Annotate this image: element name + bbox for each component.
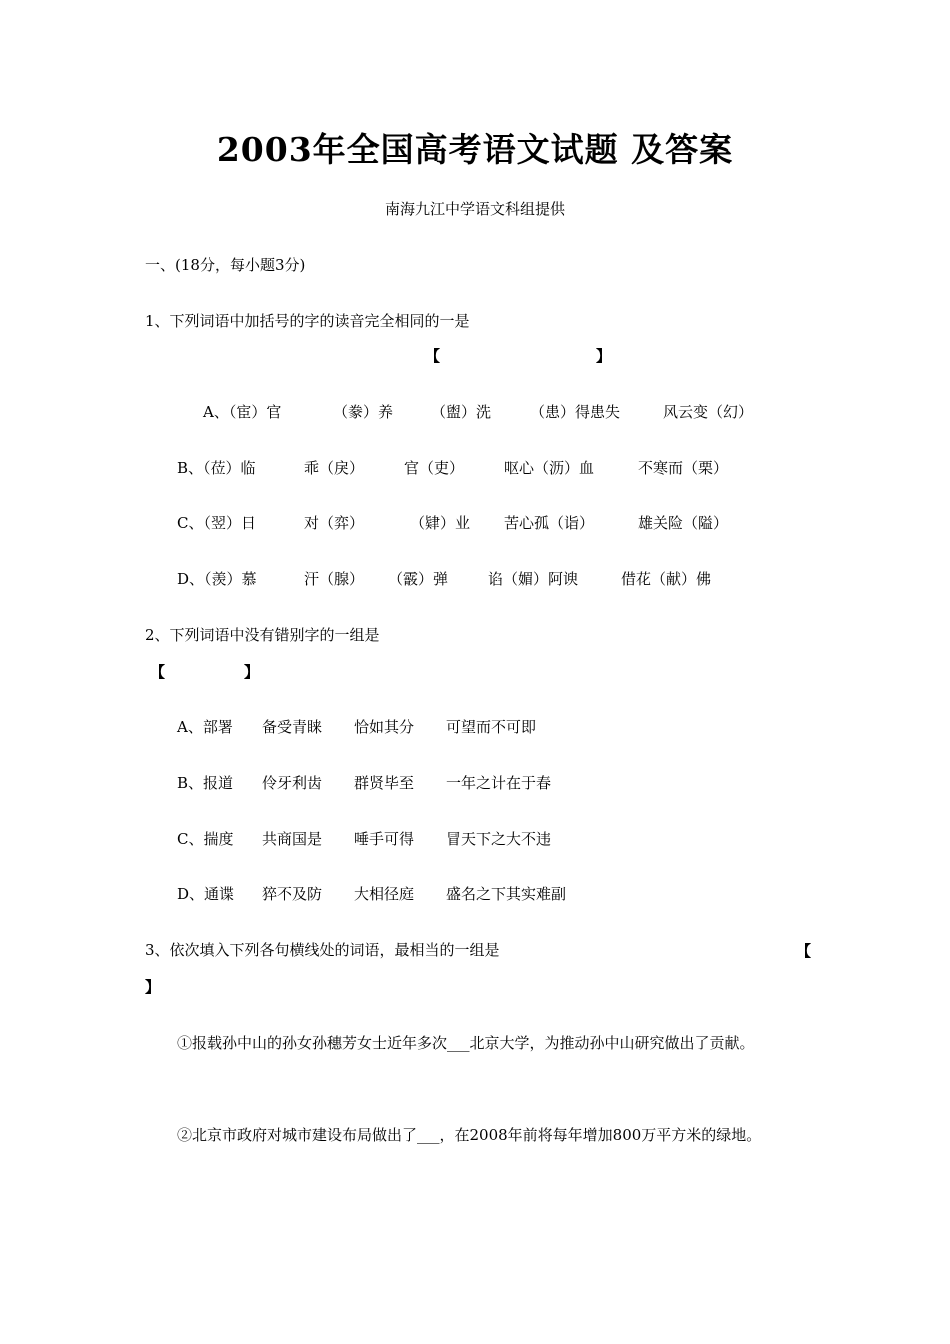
option-term: B、（莅）临 — [177, 459, 256, 477]
question-1-stem: 1、下列词语中加括号的字的读音完全相同的一是 — [145, 312, 470, 330]
question-3-stem: 3、依次填入下列各句横线处的词语，最相当的一组是 — [145, 941, 500, 959]
option-term: 谄（媚）阿谀 — [488, 570, 579, 588]
question-3-sentence-2: ②北京市政府对城市建设布局做出了___，在2008年前将每年增加800万平方米的绿地。 — [177, 1126, 762, 1144]
option-term: 乖（戾） — [304, 459, 365, 477]
question-1-option-a — [0, 405, 950, 425]
option-term: 不寒而（栗） — [638, 459, 729, 477]
option-term: 伶牙利齿 — [262, 774, 323, 792]
question-2-option-b — [0, 776, 950, 796]
question-2-stem: 2、下列词语中没有错别字的一组是 — [145, 626, 380, 644]
option-term: 对（弈） — [304, 514, 365, 532]
option-term: D、通谍 — [177, 885, 235, 903]
option-term: B、报道 — [177, 774, 234, 792]
question-1-option-c — [0, 516, 950, 536]
option-term: 共商国是 — [262, 830, 323, 848]
section-heading: 一、(18分，每小题3分) — [145, 256, 306, 274]
question-2-bracket-open: 【 — [150, 663, 166, 681]
option-term: 雄关险（隘） — [638, 514, 729, 532]
option-term: （霰）弹 — [388, 570, 449, 588]
question-1-option-b — [0, 461, 950, 481]
option-term: C、（翌）日 — [177, 514, 256, 532]
question-3-sentence-1: ①报载孙中山的孙女孙穗芳女士近年多次___北京大学，为推动孙中山研究做出了贡献。 — [177, 1034, 755, 1052]
option-term: 可望而不可即 — [446, 718, 537, 736]
option-term: 冒天下之大不违 — [446, 830, 552, 848]
question-1-bracket-close: 】 — [596, 347, 612, 365]
option-term: 借花（献）佛 — [621, 570, 712, 588]
question-1-option-d — [0, 572, 950, 592]
option-term: C、揣度 — [177, 830, 234, 848]
question-2-option-c — [0, 832, 950, 852]
option-term: 备受青睐 — [262, 718, 323, 736]
option-term: 官（吏） — [404, 459, 465, 477]
option-term: 恰如其分 — [354, 718, 415, 736]
option-term: （患）得患失 — [530, 403, 621, 421]
option-term: 一年之计在于春 — [446, 774, 552, 792]
question-2-option-d — [0, 887, 950, 907]
option-term: 汗（腺） — [304, 570, 365, 588]
option-term: 群贤毕至 — [354, 774, 415, 792]
option-term: 唾手可得 — [354, 830, 415, 848]
page-subtitle: 南海九江中学语文科组提供 — [384, 200, 565, 218]
option-term: （豢）养 — [333, 403, 394, 421]
option-term: 大相径庭 — [354, 885, 415, 903]
option-term: 苦心孤（诣） — [504, 514, 595, 532]
page-title: 2003年全国高考语文试题 及答案 — [216, 130, 734, 169]
option-term: 呕心（沥）血 — [504, 459, 595, 477]
option-term: 猝不及防 — [262, 885, 323, 903]
option-term: A、（宦）官 — [203, 403, 282, 421]
option-term: （肄）业 — [410, 514, 471, 532]
option-term: （盥）洗 — [431, 403, 492, 421]
question-2-option-a — [0, 720, 950, 740]
option-term: D、（羡）慕 — [177, 570, 257, 588]
option-term: A、部署 — [177, 718, 233, 736]
question-1-bracket-open: 【 — [425, 347, 441, 365]
option-term: 盛名之下其实难副 — [446, 885, 567, 903]
question-2-bracket-close: 】 — [244, 663, 260, 681]
option-term: 风云变（幻） — [663, 403, 754, 421]
question-3-bracket-open: 【 — [796, 942, 812, 960]
question-3-bracket-close: 】 — [145, 978, 161, 996]
